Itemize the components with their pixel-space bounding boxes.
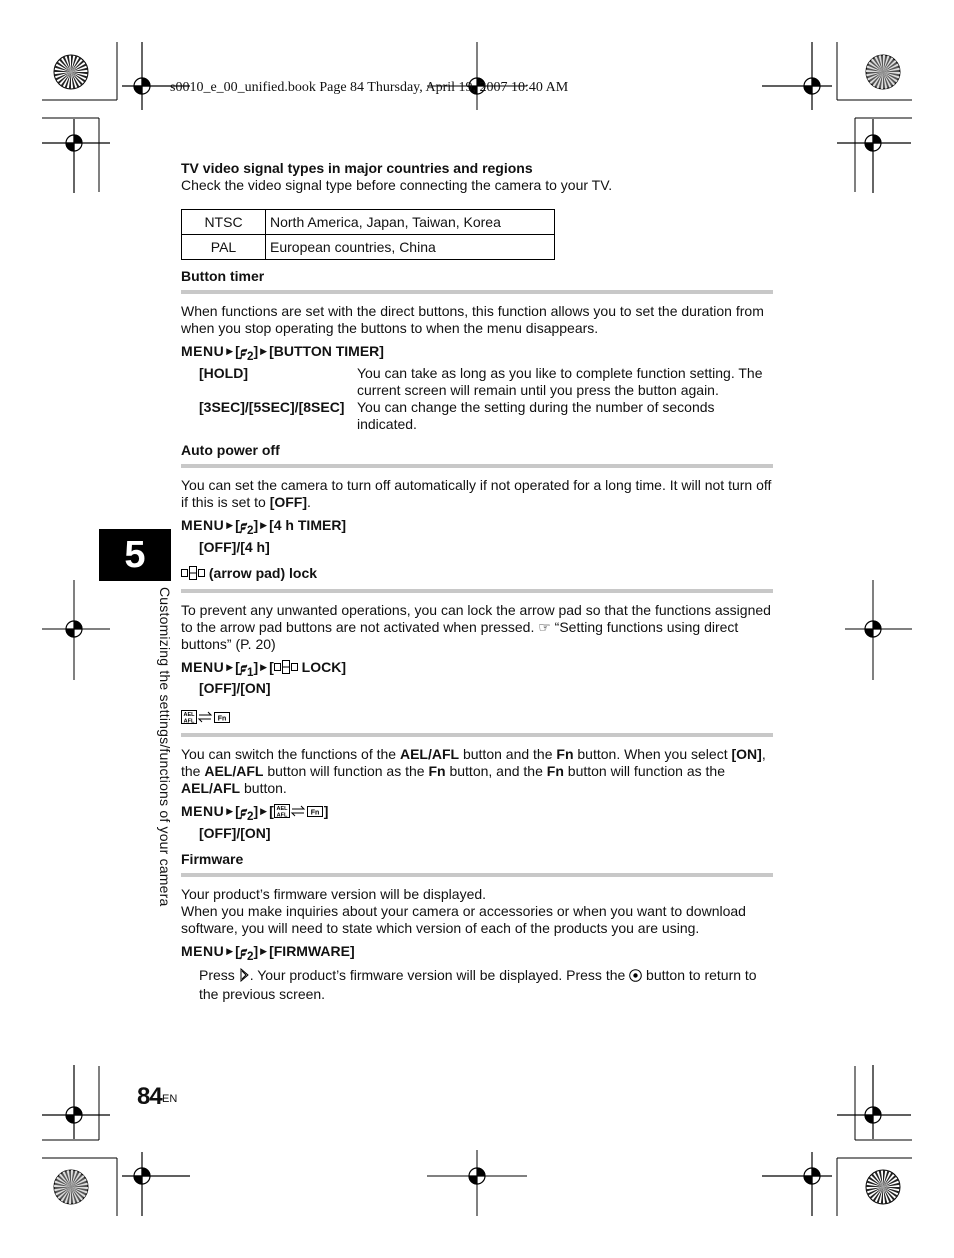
firmware-body-1: Your product’s firmware version will be displayed.	[181, 886, 487, 903]
body-text: button will function as the	[563, 763, 725, 780]
menu-label: MENU	[181, 803, 225, 820]
arrow-right-icon: ▶	[260, 806, 268, 817]
wrench-tab-icon: 𝟋	[239, 343, 248, 359]
body-text: .	[307, 493, 311, 510]
arrow-lock-body	[181, 602, 773, 653]
ael-fn-section	[181, 709, 773, 842]
page-language: EN	[162, 1093, 178, 1105]
section-divider	[181, 290, 773, 294]
option-values: [OFF]/[ON]	[199, 680, 271, 697]
option-key: [3SEC]/[5SEC]/[8SEC]	[199, 398, 345, 415]
svg-text:AEL: AEL	[276, 806, 288, 813]
ael-fn-title	[181, 709, 773, 728]
body-text: . Your product’s firmware version will be displayed. Press the	[249, 966, 630, 983]
wrench-tab-icon: 𝟋	[239, 803, 248, 820]
body-text: button will function as the	[263, 763, 429, 780]
svg-text:AFL: AFL	[276, 812, 288, 819]
signal-code: PAL	[182, 235, 266, 260]
menu-item: [FIRMWARE]	[269, 943, 355, 960]
firmware-body-2: When you make inquiries about your camera or accessories or when you want to download software, you will need to state which version of each of the products you are using.	[181, 903, 746, 937]
auto-power-title: Auto power off	[181, 441, 280, 458]
reference-text: “Setting functions using direct buttons” (P. 20)	[181, 618, 739, 652]
body-text: You can switch the functions of the	[181, 746, 400, 763]
arrow-right-icon: ▶	[260, 661, 268, 672]
section-divider	[181, 464, 773, 468]
menu-path: MENU ▶ [𝟋$_2$] ▶ [FIRMWARE]	[181, 943, 355, 963]
on-value: [ON]	[731, 746, 762, 763]
menu-label: MENU	[181, 943, 225, 960]
arrow-right-icon: ▶	[226, 519, 234, 530]
section-divider	[181, 589, 773, 593]
signal-regions: North America, Japan, Taiwan, Korea	[266, 210, 555, 235]
arrow-pad-icon	[274, 660, 298, 678]
arrow-lock-section	[181, 565, 773, 698]
body-text: button.	[240, 780, 287, 797]
option-desc: You can change the setting during the number of seconds indicated.	[357, 398, 715, 432]
option-list	[199, 365, 773, 433]
tv-signal-section	[181, 160, 773, 260]
body-text: button. When you select	[573, 746, 732, 763]
signal-code: NTSC	[182, 210, 266, 235]
wrench-tab-icon: 𝟋	[239, 943, 248, 960]
menu-path: MENU ▶ [𝟋$_2$] ▶ [BUTTON TIMER]	[181, 343, 384, 363]
wrench-tab-icon: 𝟋	[239, 658, 248, 675]
menu-item: LOCK]	[297, 658, 346, 675]
tab-number: 2	[247, 523, 254, 537]
menu-item: [4 h TIMER]	[269, 516, 347, 533]
menu-path: MENU ▶ [𝟋$_1$] ▶ [ LOCK]	[181, 658, 346, 679]
button-timer-body: When functions are set with the direct buttons, this function allows you to set the duration from when you stop operating the buttons to when the menu disappears.	[181, 303, 764, 336]
arrow-pad-icon	[181, 566, 205, 584]
section-divider	[181, 873, 773, 877]
tab-number: 2	[247, 949, 254, 963]
body-text: button to return to the previous screen.	[199, 966, 757, 1002]
arrow-right-button-icon	[239, 968, 250, 986]
svg-text:AEL: AEL	[183, 712, 195, 719]
body-text: , the	[181, 746, 766, 780]
arrow-right-icon: ▶	[260, 346, 268, 356]
firmware-title: Firmware	[181, 851, 244, 868]
arrow-right-icon: ▶	[260, 946, 268, 957]
tv-signal-intro: Check the video signal type before connecting the camera to your TV.	[181, 177, 613, 193]
ael-afl-label: AEL/AFL	[181, 780, 241, 797]
arrow-right-icon: ▶	[226, 661, 234, 672]
signal-regions: European countries, China	[266, 235, 555, 260]
ael-afl-label: AEL/AFL	[204, 763, 264, 780]
body-text: button, and the	[445, 763, 547, 780]
print-header: s0010_e_00_unified.book Page 84 Thursday, April 19, 2007 10:40 AM	[170, 80, 569, 95]
body-text: button and the	[459, 746, 557, 763]
body-text: Press	[199, 966, 239, 983]
chapter-tab: 5	[99, 529, 171, 581]
button-timer-section	[181, 268, 773, 433]
off-value: [OFF]	[269, 493, 308, 510]
svg-text:Fn: Fn	[217, 715, 227, 723]
wrench-tab-icon: 𝟋	[239, 516, 248, 533]
reference-hand-icon: ☞	[538, 618, 551, 635]
menu-path: MENU ▶ [𝟋$_2$] ▶ [ AEL AFL Fn ]	[181, 803, 329, 824]
option-key: [HOLD]	[199, 364, 248, 381]
auto-power-body	[181, 477, 773, 511]
list-item	[199, 365, 773, 399]
section-divider	[181, 733, 773, 737]
ael-afl-label: AEL/AFL	[399, 746, 460, 763]
page-content	[181, 160, 773, 1003]
fn-label: Fn	[546, 763, 564, 780]
menu-label: MENU	[181, 343, 225, 359]
auto-power-section	[181, 442, 773, 556]
firmware-instructions	[199, 967, 773, 1003]
ael-fn-swap-icon	[274, 804, 324, 822]
arrow-lock-title	[181, 565, 773, 584]
body-text: To prevent any unwanted operations, you can lock the arrow pad so that the functions assigned to the arrow pad buttons are not activated when pressed.	[181, 601, 771, 635]
tv-signal-title: TV video signal types in major countries and regions	[181, 160, 533, 176]
title-text: (arrow pad) lock	[205, 564, 318, 581]
menu-path: MENU ▶ [𝟋$_2$] ▶ [4 h TIMER]	[181, 516, 347, 537]
option-desc: You can take as long as you like to complete function setting. The current screen will remain until you press the button again.	[357, 364, 763, 398]
tab-number: 2	[247, 810, 254, 824]
option-values: [OFF]/[ON]	[199, 825, 271, 842]
option-values: [OFF]/[4 h]	[199, 538, 270, 555]
menu-label: MENU	[181, 516, 225, 533]
menu-item: [BUTTON TIMER]	[269, 343, 384, 359]
table-row	[182, 235, 555, 260]
svg-text:AFL: AFL	[183, 718, 195, 725]
chapter-side-text: Customizing the settings/functions of your camera	[157, 587, 173, 907]
fn-label: Fn	[556, 746, 574, 763]
fn-label: Fn	[428, 763, 446, 780]
tab-number: 1	[247, 665, 254, 679]
body-text: You can set the camera to turn off automatically if not operated for a long time. It will not turn off if this is set to	[181, 476, 772, 510]
svg-text:Fn: Fn	[310, 809, 320, 817]
list-item	[199, 399, 773, 433]
ael-fn-swap-icon	[181, 710, 231, 728]
menu-label: MENU	[181, 658, 225, 675]
signal-type-table	[181, 209, 555, 260]
arrow-right-icon: ▶	[226, 806, 234, 817]
page-number: 84	[137, 1083, 162, 1110]
ael-fn-body	[181, 746, 773, 797]
button-timer-title: Button timer	[181, 268, 265, 284]
ok-button-icon	[629, 969, 642, 986]
table-row	[182, 210, 555, 235]
arrow-right-icon: ▶	[226, 346, 234, 356]
arrow-right-icon: ▶	[260, 519, 268, 530]
arrow-right-icon: ▶	[226, 946, 234, 957]
tab-number: 2	[247, 349, 254, 363]
firmware-section	[181, 851, 773, 1003]
